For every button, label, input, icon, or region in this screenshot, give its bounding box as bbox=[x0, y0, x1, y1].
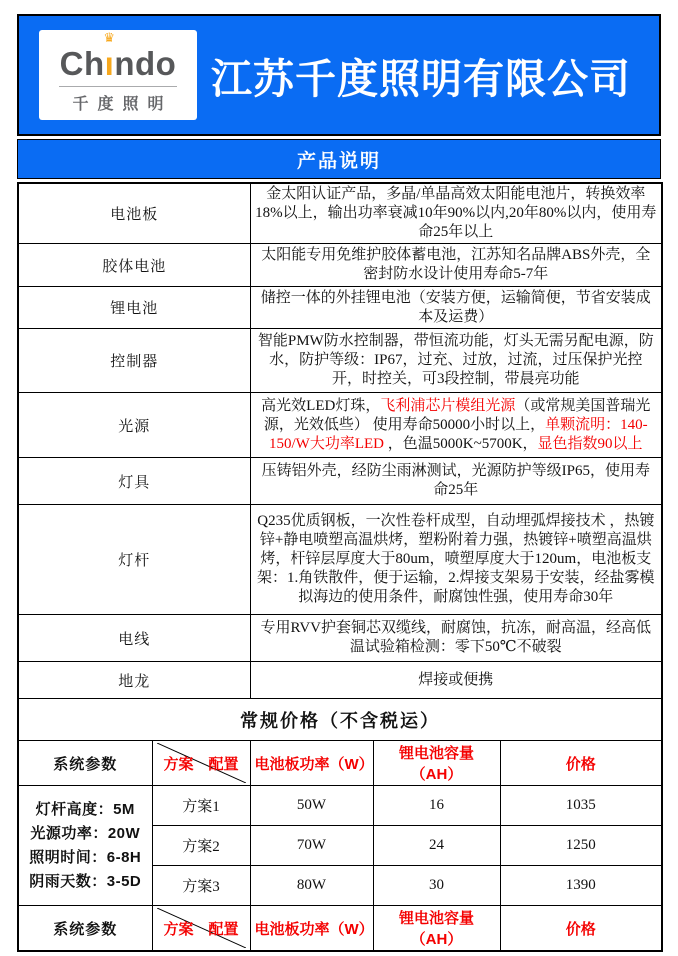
price-footer-header-row bbox=[18, 906, 662, 952]
plan1-name: 方案1 bbox=[152, 786, 250, 826]
plan3-price: 1390 bbox=[500, 866, 662, 906]
price-header-system-params: 系统参数 bbox=[18, 741, 152, 786]
table-row bbox=[18, 662, 662, 699]
sys-param-lighting-time: 照明时间：6-8H bbox=[29, 848, 142, 866]
sys-param-pole-height: 灯杆高度：5M bbox=[35, 800, 135, 818]
table-row bbox=[18, 458, 662, 505]
logo-brand-end: ndo bbox=[114, 44, 177, 82]
diag-label-plan: 方案 bbox=[163, 755, 194, 773]
spec-label-anchor-cage: 地龙 bbox=[18, 662, 250, 699]
spec-desc-gel-battery: 太阳能专用免维护胶体蓄电池，江苏知名品牌ABS外壳，全密封防水设计使用寿命5-7年 bbox=[250, 244, 662, 287]
diag-label-plan: 方案 bbox=[163, 920, 194, 938]
diagonal-cell bbox=[157, 743, 246, 783]
plan1-price: 1035 bbox=[500, 786, 662, 826]
plan2-price: 1250 bbox=[500, 826, 662, 866]
price-band-title: 常规价格（不含税运） bbox=[18, 699, 662, 741]
price-header-plan-config bbox=[152, 741, 250, 786]
logo-brand-start: Ch bbox=[59, 44, 105, 82]
desc-segment: ，色温5000K~5700K， bbox=[384, 435, 538, 452]
system-parameters-cell bbox=[18, 786, 152, 906]
spec-label-gel-battery: 胶体电池 bbox=[18, 244, 250, 287]
sys-param-rainy-days: 阴雨天数：3-5D bbox=[29, 872, 142, 890]
table-row bbox=[18, 505, 662, 615]
table-row bbox=[18, 393, 662, 458]
plan2-power: 70W bbox=[250, 826, 373, 866]
spec-label-lithium-battery: 锂电池 bbox=[18, 287, 250, 329]
table-row bbox=[18, 329, 662, 393]
plan3-name: 方案3 bbox=[152, 866, 250, 906]
plan1-power: 50W bbox=[250, 786, 373, 826]
diag-label-config: 配置 bbox=[208, 755, 239, 773]
plan1-capacity: 16 bbox=[373, 786, 500, 826]
spec-desc-anchor-cage: 焊接或便携 bbox=[250, 662, 662, 699]
diag-label-config: 配置 bbox=[208, 920, 239, 938]
logo-divider bbox=[59, 86, 177, 87]
spec-desc-lamp-pole: Q235优质钢板，一次性卷杆成型，自动埋弧焊接技术 ，热镀锌+静电喷塑高温烘烤，塑粉附着力强，热镀锌+喷塑高温烘烤，杆锌层厚度大于80um，喷塑厚度大于120um，电池板支架：1.角铁散件，便于运输，2.焊接支架易于安装，经盐雾模拟海边的使用条件，耐腐蚀性强，使用寿命30年 bbox=[250, 505, 662, 615]
desc-segment-highlight: 显色指数90以上 bbox=[537, 435, 643, 452]
spec-label-solar-panel: 电池板 bbox=[18, 183, 250, 244]
logo-caption: 千度照明 bbox=[72, 95, 173, 113]
price-header-price: 价格 bbox=[500, 741, 662, 786]
spec-label-lamp-pole: 灯杆 bbox=[18, 505, 250, 615]
plan3-power: 80W bbox=[250, 866, 373, 906]
spec-desc-wire: 专用RVV护套铜芯双缆线，耐腐蚀，抗冻，耐高温，经高低温试验箱检测：零下50℃不破裂 bbox=[250, 615, 662, 662]
company-logo bbox=[39, 30, 197, 120]
sys-param-source-power: 光源功率：20W bbox=[30, 824, 141, 842]
footer-header-panel-power: 电池板功率（W） bbox=[250, 906, 373, 952]
logo-brand-text bbox=[59, 30, 177, 82]
footer-header-plan-config bbox=[152, 906, 250, 952]
spec-desc-controller: 智能PMW防水控制器，带恒流功能，灯头无需另配电源，防水，防护等级：IP67，过充、过放，过流，过压保护光控开，时控关，可3段控制，带晨亮功能 bbox=[250, 329, 662, 393]
spec-label-lamp-fixture: 灯具 bbox=[18, 458, 250, 505]
spec-desc-lithium-battery: 储控一体的外挂锂电池（安装方便，运输简便，节省安装成本及运费） bbox=[250, 287, 662, 329]
spec-desc-light-source bbox=[250, 393, 662, 458]
section-bar-title: 产品说明 bbox=[296, 150, 381, 172]
price-header-row bbox=[18, 741, 662, 786]
table-row bbox=[18, 615, 662, 662]
section-bar-product-description bbox=[17, 139, 661, 179]
desc-segment-highlight: 单颗流明：140-150/W大功率LED bbox=[269, 416, 648, 452]
plan2-capacity: 24 bbox=[373, 826, 500, 866]
table-row bbox=[18, 287, 662, 329]
crown-icon: ♛ bbox=[103, 30, 116, 46]
spec-desc-solar-panel: 金太阳认证产品，多晶/单晶高效太阳能电池片，转换效率18%以上，输出功率衰减10年90%以内,20年80%以内，使用寿命25年以上 bbox=[250, 183, 662, 244]
footer-header-battery-capacity: 锂电池容量（AH） bbox=[373, 906, 500, 952]
table-row bbox=[18, 244, 662, 287]
footer-header-price: 价格 bbox=[500, 906, 662, 952]
price-header-battery-capacity: 锂电池容量（AH） bbox=[373, 741, 500, 786]
spec-desc-lamp-fixture: 压铸铝外壳，经防尘雨淋测试，光源防护等级IP65，使用寿命25年 bbox=[250, 458, 662, 505]
desc-segment-highlight: 飞利浦芯片模组光源 bbox=[380, 397, 516, 414]
diagonal-cell bbox=[157, 908, 246, 948]
company-name-title: 江苏千度照明有限公司 bbox=[211, 55, 631, 102]
price-row-plan1 bbox=[18, 786, 662, 826]
company-banner bbox=[17, 14, 661, 136]
desc-segment: （或常规美国普瑞光源，光效低些） 使用寿命50000小时以上， bbox=[263, 397, 651, 433]
desc-segment: 高光效LED灯珠， bbox=[261, 397, 381, 414]
spec-label-wire: 电线 bbox=[18, 615, 250, 662]
spec-and-price-table bbox=[17, 182, 663, 952]
spec-label-light-source: 光源 bbox=[18, 393, 250, 458]
footer-header-system-params: 系统参数 bbox=[18, 906, 152, 952]
spec-label-controller: 控制器 bbox=[18, 329, 250, 393]
table-row bbox=[18, 183, 662, 244]
table-row bbox=[18, 699, 662, 741]
logo-dotless-i: ı bbox=[104, 44, 115, 82]
plan2-name: 方案2 bbox=[152, 826, 250, 866]
plan3-capacity: 30 bbox=[373, 866, 500, 906]
price-header-panel-power: 电池板功率（W） bbox=[250, 741, 373, 786]
logo-brand-i bbox=[103, 30, 116, 82]
